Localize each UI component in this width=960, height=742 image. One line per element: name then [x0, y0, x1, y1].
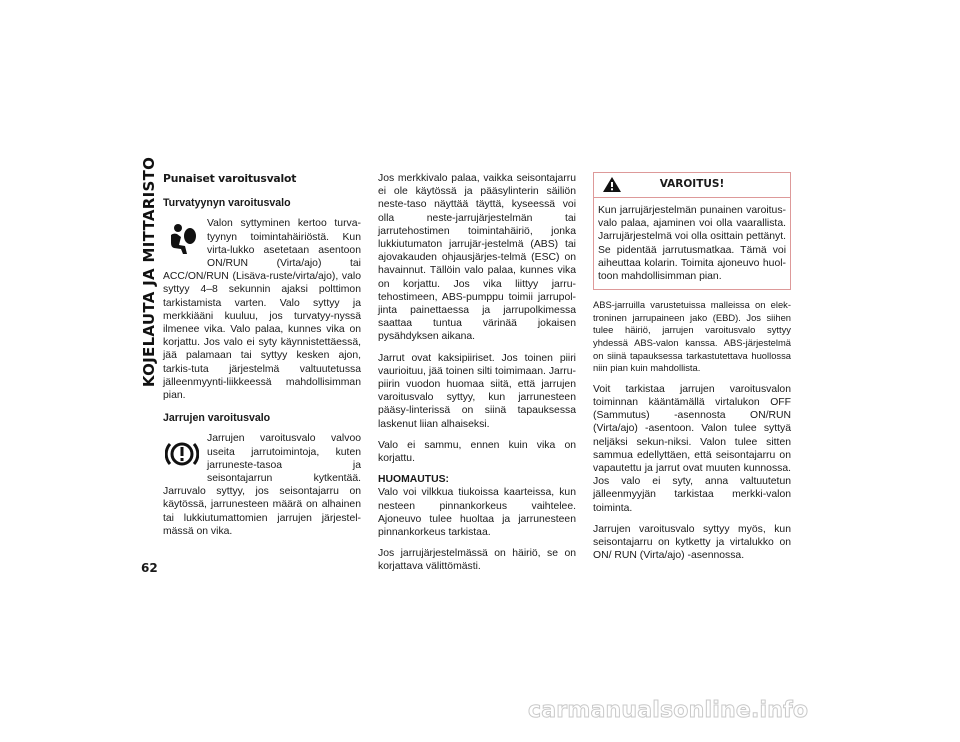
paragraph: Jos jarrujärjestelmässä on häiriö, se on korjattava välittömästi. — [378, 548, 576, 573]
column-3 — [593, 172, 791, 570]
paragraph: ABS-jarruilla varustetuissa malleissa on elek-troninen jarrupaineen jako (EBD). Jos siihen tulee häiriö, jarrujen varoitusvalo syttyy yhdessä ABS-valon kanssa. ABS-järjestelmä on siinä tapauksessa tarkastutettava huollossa niin pian kuin mahdollista. — [593, 299, 791, 374]
brake-warning-icon — [163, 434, 201, 474]
airbag-warning-icon — [163, 219, 201, 259]
paragraph: Voit tarkistaa jarrujen varoitusvalon toiminnan kääntämällä virtalukon OFF (Sammutus) -asennosta ON/RUN (Virta/ajo) -asentoon. Valon tulee syttyä neljäksi sekun-niksi. Valon tulee sitten sammua edellyttäen, että seisontajarru on vapautettu ja jarrut ovat muuten kunnossa. Jos valo ei syty, anna valtuutetun jälleenmyyjän tarkistaa merkki-valon toiminta. — [593, 383, 791, 514]
warning-triangle-icon — [602, 176, 622, 197]
page-number: 62 — [141, 561, 158, 575]
brake-paragraph — [163, 432, 361, 538]
airbag-heading: Turvatyynyn varoitusvalo — [163, 197, 291, 210]
warning-text: Kun jarrujärjestelmän punainen varoitus-valo palaa, ajaminen voi olla vaarallista. Jarrujärjestelmä voi olla osittain pettänyt. Se pidentää jarrutusmatkaa. Tämä voi aiheuttaa kolarin. Toimita ajoneuvo huol-toon mahdollisimman pian. — [598, 205, 786, 283]
chapter-title: KOJELAUTA JA MITTARISTO — [140, 156, 158, 388]
column-1 — [163, 172, 361, 546]
note — [378, 473, 576, 539]
brake-heading: Jarrujen varoitusvalo — [163, 412, 271, 425]
airbag-paragraph — [163, 217, 361, 402]
paragraph: Valo ei sammu, ennen kuin vika on korjattu. — [378, 439, 576, 465]
warning-title: VAROITUS! — [659, 178, 725, 191]
column-2 — [378, 172, 576, 582]
airbag-text: Valon syttyminen kertoo turva-tyynyn toimintahäiriöstä. Kun virta-lukko asetetaan asentoon ON/RUN (Virta/ajo) tai ACC/ON/RUN (Lisäva-ruste/virta/ajo), valo syttyy 4–8 sekunnin ajaksi polttimon tarkistamista varten. Valo syttyy ja merkkiääni kuuluu, jos turvatyy-nyssä ilmenee vika. Valo palaa, kunnes vika on korjattu. Jos valo ei syty käynnistettäessä, jää palamaan tai syttyy kesken ajon, tarkis-tuta järjestelmä valtuutetussa jälleenmyynti-liikkeessä mahdollisimman pian. — [163, 218, 361, 402]
warning-box — [593, 172, 791, 290]
note-text: Valo voi vilkkua tiukoissa kaarteissa, kun nesteen pinnankorkeus vaihtelee. Ajoneuvo tulee huoltaa ja jarrunesteen pinnankorkeus tarkistaa. — [378, 487, 576, 539]
brake-text: Jarrujen varoitusvalo valvoo useita jarrutoimintoja, kuten jarruneste-tasoa ja seisontajarrun kytkentää. Jarruvalo syttyy, jos seisontajarru on käytössä, jarrunesteen määrä on alhainen tai lukkiutumattomien jarrujen järjestel-mässä on vika. — [163, 433, 361, 537]
note-heading: HUOMAUTUS: — [378, 474, 449, 486]
paragraph: Jarrujen varoitusvalo syttyy myös, kun seisontajarru on kytketty ja virtalukko on ON/ RUN (Virta/ajo) -asennossa. — [593, 523, 791, 562]
watermark: carmanualsonline.info — [528, 698, 809, 723]
paragraph: Jarrut ovat kaksipiiriset. Jos toinen piiri vaurioituu, jää toinen silti toimimaan. Jarru-piirin vuodon huomaa siitä, että jarrujen varoitusvalo syttyy, kun jarrunesteen pääsy-linterissä on siinä tapauksessa laskenut liian alhaiseksi. — [378, 352, 576, 430]
warning-header — [594, 173, 790, 198]
paragraph: Jos merkkivalo palaa, vaikka seisontajarru ei ole käytössä ja pääsylinterin säiliön neste-taso näyttää täyttä, kyseessä voi olla neste-jarrujärjestelmän tai jarrutehostimen toimintahäiriö, jonka lukkiutumaton jarrujär-jestelmä (ABS) tai ajovakauden ohjausjärjes-telmä (ESC) on havainnut. Tällöin valo palaa, kunnes vika on korjattu. Jos vika liittyy jarru-tehostimeen, ABS-pumppu toimii jarrupol-jinta painettaessa ja jarrupolkimessa saattaa tuntua värinää jokaisen pysähdyksen aikana. — [378, 173, 576, 343]
section-title: Punaiset varoitusvalot — [163, 172, 297, 185]
chapter-side-tab — [140, 156, 158, 388]
